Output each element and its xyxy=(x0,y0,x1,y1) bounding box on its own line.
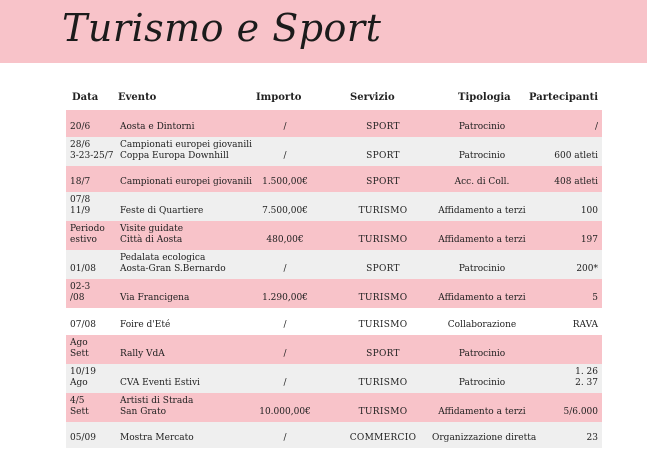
cell-evento: Feste di Quartiere xyxy=(120,206,204,216)
cell-servizio: SPORT xyxy=(366,151,400,161)
cell-data: 07/8 11/9 xyxy=(70,195,91,216)
cell-evento: Mostra Mercato xyxy=(120,433,194,443)
cell-tipologia: Patrocinio xyxy=(458,349,506,359)
cell-data: 02-3 /08 xyxy=(70,282,91,303)
header-partecipanti: Partecipanti xyxy=(528,92,598,103)
cell-data: Periodo estivo xyxy=(70,224,105,245)
cell-tipologia: Affidamento a terzi xyxy=(438,293,526,303)
table-row xyxy=(66,279,602,308)
cell-evento: Pedalata ecologica Aosta-Gran S.Bernardo xyxy=(120,253,226,274)
cell-evento: Foire d'Eté xyxy=(120,320,171,330)
cell-tipologia: Patrocinio xyxy=(458,151,506,161)
table-row xyxy=(66,422,602,448)
cell-partecipanti: 23 xyxy=(586,433,598,443)
cell-tipologia: Collaborazione xyxy=(447,320,517,330)
cell-servizio: TURISMO xyxy=(358,320,408,330)
cell-partecipanti: 5/6.000 xyxy=(563,407,598,417)
cell-evento: Aosta e Dintorni xyxy=(120,122,195,132)
table-row xyxy=(66,364,602,393)
page-title: Turismo e Sport xyxy=(62,6,382,50)
cell-partecipanti: RAVA xyxy=(572,320,598,330)
cell-servizio: TURISMO xyxy=(358,378,408,388)
table-row xyxy=(66,192,602,221)
cell-evento: Artisti di Strada San Grato xyxy=(120,396,194,417)
cell-servizio: COMMERCIO xyxy=(349,433,417,443)
cell-importo: / xyxy=(283,320,287,330)
cell-servizio: SPORT xyxy=(366,177,400,187)
cell-servizio: TURISMO xyxy=(358,206,408,216)
header-tipologia: Tipologia xyxy=(458,92,511,103)
cell-tipologia: Affidamento a terzi xyxy=(438,407,526,417)
table-row xyxy=(66,166,602,192)
cell-data: 10/19 Ago xyxy=(70,367,96,388)
cell-importo: 10.000,00€ xyxy=(259,407,311,417)
cell-partecipanti: 197 xyxy=(580,235,598,245)
cell-partecipanti: 5 xyxy=(592,293,598,303)
cell-importo: / xyxy=(283,349,287,359)
cell-importo: 1.500,00€ xyxy=(262,177,308,187)
cell-importo: 7.500,00€ xyxy=(262,206,308,216)
table-row xyxy=(66,393,602,422)
cell-evento: Rally VdA xyxy=(120,349,165,359)
table-row xyxy=(66,335,602,364)
cell-partecipanti: 1. 26 2. 37 xyxy=(575,367,598,388)
header-evento: Evento xyxy=(118,92,157,103)
cell-evento: Campionati europei giovanili Coppa Europa Downhill xyxy=(120,140,252,161)
cell-data: 4/5 Sett xyxy=(70,396,89,417)
cell-data: 20/6 xyxy=(70,122,91,132)
cell-data: 07/08 xyxy=(70,320,96,330)
header-importo: Importo xyxy=(256,92,302,103)
table-row xyxy=(66,250,602,279)
cell-partecipanti: 200* xyxy=(576,264,598,274)
cell-tipologia: Acc. di Coll. xyxy=(454,177,510,187)
cell-partecipanti: / xyxy=(594,122,598,132)
cell-evento: Via Francigena xyxy=(120,293,190,303)
cell-tipologia: Affidamento a terzi xyxy=(438,235,526,245)
cell-data: 01/08 xyxy=(70,264,96,274)
header-servizio: Servizio xyxy=(350,92,395,103)
table-row xyxy=(66,110,602,137)
cell-evento: Visite guidate Città di Aosta xyxy=(120,224,184,245)
cell-importo: 480,00€ xyxy=(266,235,304,245)
cell-evento: Campionati europei giovanili xyxy=(120,177,252,187)
cell-evento: CVA Eventi Estivi xyxy=(120,378,200,388)
cell-partecipanti: 100 xyxy=(580,206,598,216)
cell-servizio: TURISMO xyxy=(358,407,408,417)
cell-data: 28/6 3-23-25/7 xyxy=(70,140,114,161)
cell-partecipanti: 600 atleti xyxy=(554,151,598,161)
events-table xyxy=(66,88,602,448)
cell-tipologia: Patrocinio xyxy=(458,122,506,132)
header-data: Data xyxy=(72,92,99,103)
cell-servizio: TURISMO xyxy=(358,235,408,245)
table-row xyxy=(66,137,602,166)
cell-data: 05/09 xyxy=(70,433,96,443)
cell-importo: / xyxy=(283,122,287,132)
table-row xyxy=(66,308,602,335)
table-row xyxy=(66,221,602,250)
cell-importo: 1.290,00€ xyxy=(262,293,308,303)
cell-servizio: SPORT xyxy=(366,122,400,132)
cell-servizio: SPORT xyxy=(366,349,400,359)
cell-data: 18/7 xyxy=(70,177,91,187)
cell-tipologia: Organizzazione diretta xyxy=(432,433,537,443)
cell-importo: / xyxy=(283,433,287,443)
cell-tipologia: Patrocinio xyxy=(458,378,506,388)
cell-importo: / xyxy=(283,264,287,274)
table-header xyxy=(66,88,602,110)
cell-servizio: SPORT xyxy=(366,264,400,274)
cell-tipologia: Affidamento a terzi xyxy=(438,206,526,216)
cell-servizio: TURISMO xyxy=(358,293,408,303)
cell-tipologia: Patrocinio xyxy=(458,264,506,274)
cell-importo: / xyxy=(283,378,287,388)
cell-partecipanti: 408 atleti xyxy=(554,177,598,187)
cell-importo: / xyxy=(283,151,287,161)
cell-data: Ago Sett xyxy=(70,338,89,359)
